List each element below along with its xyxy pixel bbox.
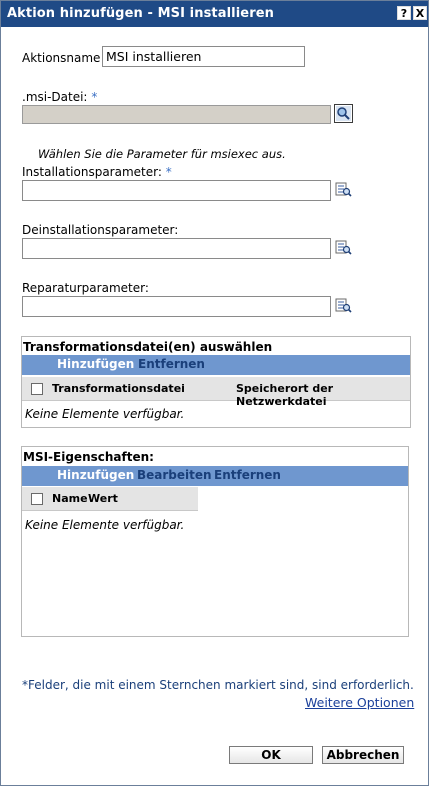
msi-properties-toolbar (22, 466, 408, 486)
install-params-label: Installationsparameter: * (22, 165, 172, 179)
msi-properties-panel-title: MSI-Eigenschaften: (23, 450, 154, 464)
dialog-titlebar (1, 1, 428, 27)
parameter-list-icon[interactable] (334, 180, 353, 199)
repair-params-label: Reparaturparameter: (22, 281, 149, 295)
msi-properties-grid-header (22, 487, 198, 511)
properties-add-button[interactable]: Hinzufügen (57, 468, 135, 482)
parameter-list-icon[interactable] (334, 296, 353, 315)
msi-properties-empty-text: Keine Elemente verfügbar. (25, 518, 185, 532)
action-name-label: Aktionsname (22, 51, 101, 65)
cancel-button[interactable]: Abbrechen (322, 746, 404, 764)
magnifier-browse-icon[interactable] (334, 104, 353, 123)
uninstall-params-label: Deinstallationsparameter: (22, 223, 179, 237)
properties-remove-button[interactable]: Entfernen (214, 468, 281, 482)
repair-params-input[interactable] (22, 296, 331, 317)
action-name-input[interactable]: MSI installieren (102, 46, 305, 67)
help-button[interactable]: ? (397, 6, 411, 20)
transforms-grid-header (22, 377, 410, 408)
msi-properties-panel (21, 446, 409, 637)
column-header[interactable]: Name (52, 492, 88, 505)
msi-file-label: .msi-Datei: * (22, 90, 98, 104)
required-marker: * (91, 90, 98, 104)
properties-select-all-checkbox[interactable] (31, 493, 43, 505)
transforms-panel (21, 336, 411, 428)
transforms-empty-text: Keine Elemente verfügbar. (25, 407, 185, 421)
transforms-toolbar (22, 355, 410, 375)
properties-edit-button[interactable]: Bearbeiten (137, 468, 212, 482)
parameter-list-icon[interactable] (334, 238, 353, 257)
column-header[interactable]: Transformationsdatei (52, 382, 185, 395)
column-header[interactable]: Wert (88, 492, 118, 505)
msiexec-hint: Wählen Sie die Parameter für msiexec aus. (38, 147, 286, 161)
ok-button[interactable]: OK (229, 746, 313, 764)
required-marker: * (165, 165, 172, 179)
msi-file-input[interactable] (22, 105, 331, 124)
dialog-title: Aktion hinzufügen - MSI installieren (7, 6, 274, 21)
transforms-remove-button[interactable]: Entfernen (138, 357, 205, 371)
close-button[interactable]: X (413, 6, 427, 20)
transforms-panel-title: Transformationsdatei(en) auswählen (23, 340, 273, 354)
transforms-add-button[interactable]: Hinzufügen (57, 357, 135, 371)
transforms-select-all-checkbox[interactable] (31, 383, 43, 395)
install-params-input[interactable] (22, 180, 331, 201)
uninstall-params-input[interactable] (22, 238, 331, 259)
more-options-link[interactable]: Weitere Optionen (305, 695, 415, 710)
column-header[interactable]: Speicherort der Netzwerkdatei (236, 382, 334, 408)
required-fields-note: *Felder, die mit einem Sternchen markiert sind, sind erforderlich. (22, 678, 414, 692)
